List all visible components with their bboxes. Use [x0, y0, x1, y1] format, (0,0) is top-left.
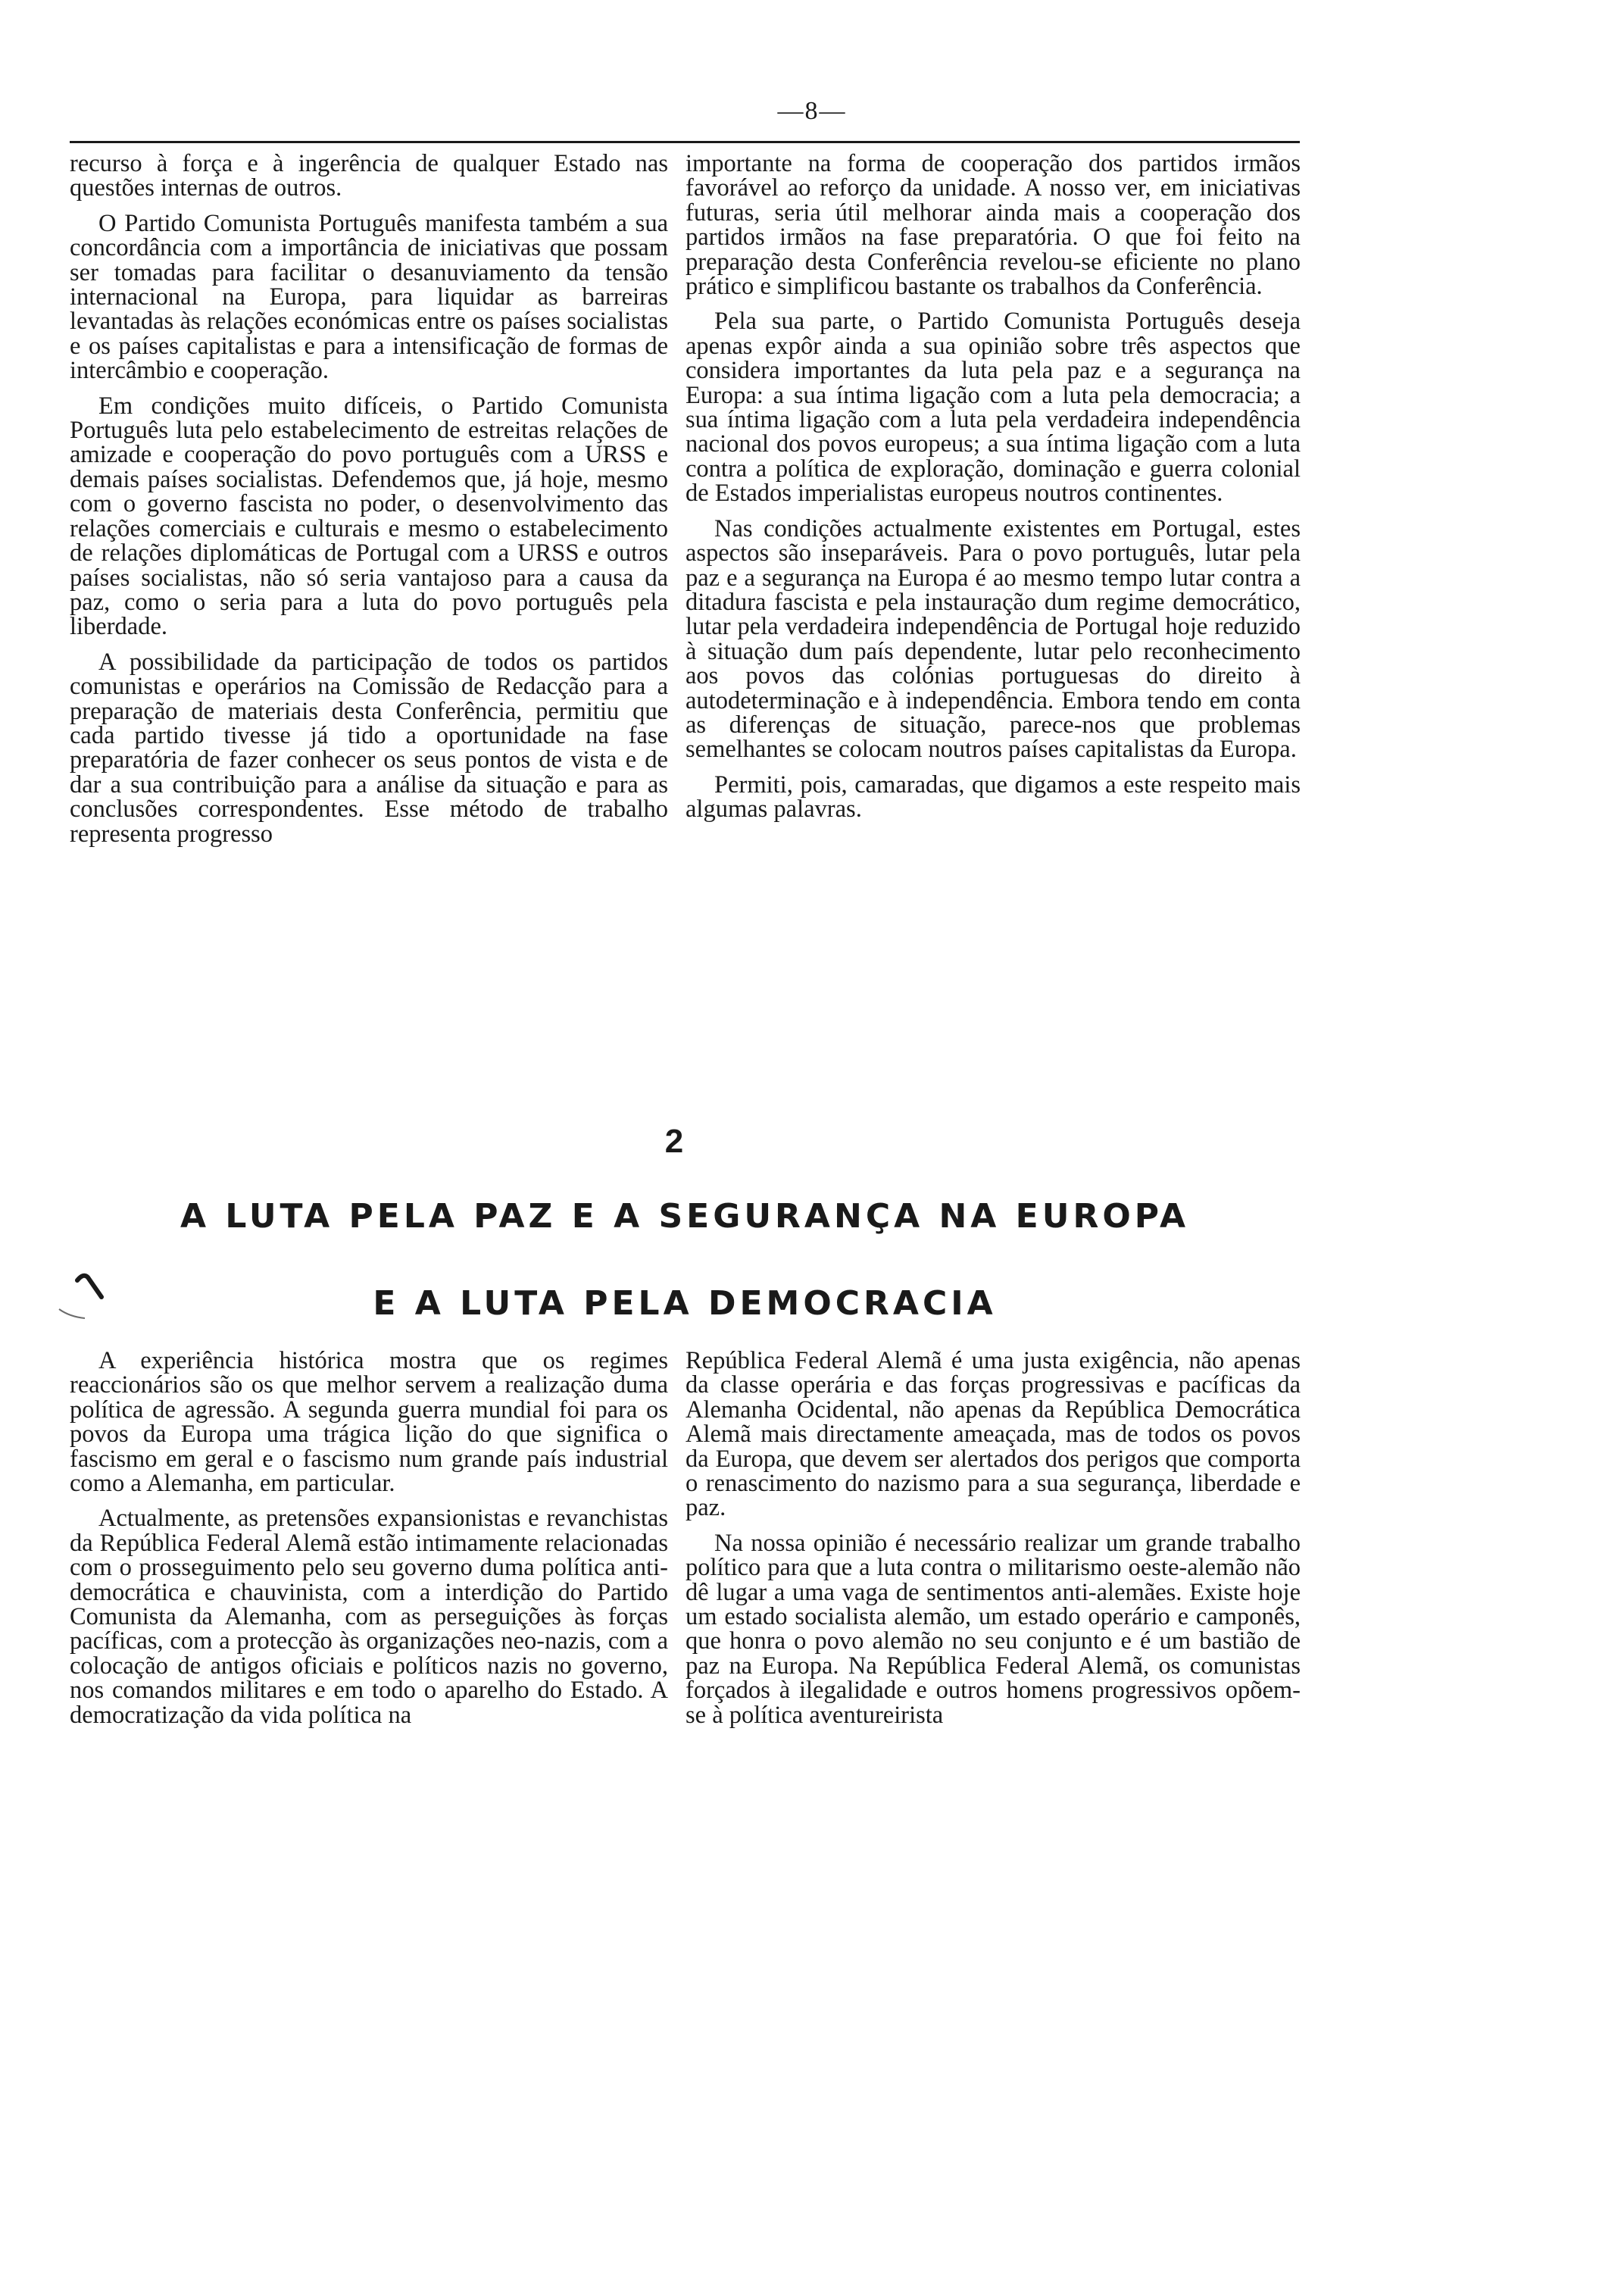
section-title-line-1: A LUTA PELA PAZ E A SEGURANÇA NA EUROPA [180, 1197, 1190, 1236]
bottom-right-column [686, 1349, 1301, 1738]
paragraph: importante na forma de cooperação dos partidos irmãos favorável ao reforço da unidade. A nosso ver, em iniciativas futuras, seria útil melhorar ainda mais a cooperação dos partidos irmãos na fase preparatória. O que foi feito na preparação desta Conferência revelou-se eficiente no plano prático e simplificou bastante os trabalhos da Conferência. [686, 150, 1301, 301]
paragraph: Permiti, pois, camaradas, que digamos a este respeito mais algumas palavras. [686, 770, 1301, 824]
top-left-column [70, 152, 668, 857]
paragraph: Em condições muito difíceis, o Partido Comunista Português luta pelo estabelecimento de estreitas relações de amizade e cooperação do povo português com a URSS e demais países socialistas. Defendemos que, já hoje, mesmo com o governo fascista no poder, o desenvolvimento das relações comerciais e culturais e mesmo o estabelecimento de relações diplomáticas de Portugal com a URSS e outros países socialistas, não só seria vantajoso para a causa da paz, como o seria para a luta do povo português pela liberdade. [70, 392, 668, 641]
bottom-left-column [70, 1349, 668, 1738]
section-title-line-2: E A LUTA PELA DEMOCRACIA [373, 1284, 997, 1323]
page-number: —8— [777, 97, 847, 125]
paragraph: A possibilidade da participação de todos os partidos comunistas e operários na Comissão de Redacção para a preparação de materiais desta Conferência, permitiu que cada partido tivesse já tido a oportunidade na fase preparatória de fazer conhecer os seus pontos de vista e de dar a sua contribuição para a análise da situação e para as conclusões correspondentes. Esse método de trabalho representa progresso [70, 648, 668, 848]
section-number: 2 [664, 1123, 684, 1160]
ink-mark-icon [55, 1267, 123, 1327]
top-right-column [686, 152, 1301, 833]
paragraph: Nas condições actualmente existentes em Portugal, estes aspectos são inseparáveis. Para o povo português, lutar pela paz e a segurança na Europa é ao mesmo tempo lutar contra a ditadura fascista e pela instauração dum regime democrático, lutar pela verdadeira independência de Portugal hoje reduzido à situação dum país dependente, lutar pelo reconhecimento aos povos das colónias portuguesas do direito à autodeterminação e à independência. Embora tendo em conta as diferenças de situação, parece-nos que problemas semelhantes se colocam noutros países capitalistas da Europa. [686, 514, 1301, 764]
header-rule [70, 141, 1300, 143]
paragraph: Actualmente, as pretensões expansionistas e revanchistas da República Federal Alemã estão intimamente relacionadas com o prosseguimento pelo seu governo duma política anti-democrática e chauvinista, com a interdição do Partido Comunista da Alemanha, com as perseguições às forças pacíficas, com a protecção às organizações neo-nazis, com a colocação de antigos oficiais e políticos nazis no governo, nos comandos militares e em todo o aparelho do Estado. A democratização da vida política na [70, 1505, 668, 1729]
paragraph: O Partido Comunista Português manifesta também a sua concordância com a importância de iniciativas que possam ser tomadas para facilitar o desanuviamento da tensão internacional na Europa, para liquidar as barreiras levantadas às relações económicas entre os países socialistas e os países capitalistas e para a intensificação de formas de intercâmbio e cooperação. [70, 209, 668, 385]
paragraph: A experiência histórica mostra que os regimes reaccionários são os que melhor servem a realização duma política de agressão. A segunda guerra mundial foi para os povos da Europa uma trágica lição do que significa o fascismo em geral e o fascismo num grande país industrial como a Alemanha, em particular. [70, 1347, 668, 1498]
paragraph: Na nossa opinião é necessário realizar um grande trabalho político para que a luta contra o militarismo oeste-alemão não dê lugar a uma vaga de sentimentos anti-alemães. Existe hoje um estado socialista alemão, um estado operário e camponês, que honra o povo alemão no seu conjunto e é um bastião de paz na Europa. Na República Federal Alemã, os comunistas forçados à ilegalidade e outros homens progressivos opõem-se à política aventureirista [686, 1529, 1301, 1729]
paragraph: recurso à força e à ingerência de qualquer Estado nas questões internas de outros. [70, 150, 668, 202]
paragraph: República Federal Alemã é uma justa exigência, não apenas da classe operária e das forças progressivas e pacíficas da Alemanha Ocidental, não apenas da República Democrática Alemã mais directamente ameaçada, mas de todos os povos da Europa, que devem ser alertados dos perigos que comporta o renascimento do nazismo para a sua segurança, liberdade e paz. [686, 1347, 1301, 1522]
paragraph: Pela sua parte, o Partido Comunista Português deseja apenas expôr ainda a sua opinião sobre três aspectos que considera importantes da luta pela paz e a segurança na Europa: a sua íntima ligação com a luta pela democracia; a sua íntima ligação com a luta pela verdadeira independência nacional dos povos europeus; a sua íntima ligação com a luta contra a política de exploração, dominação e guerra colonial de Estados imperialistas europeus noutros continentes. [686, 308, 1301, 508]
